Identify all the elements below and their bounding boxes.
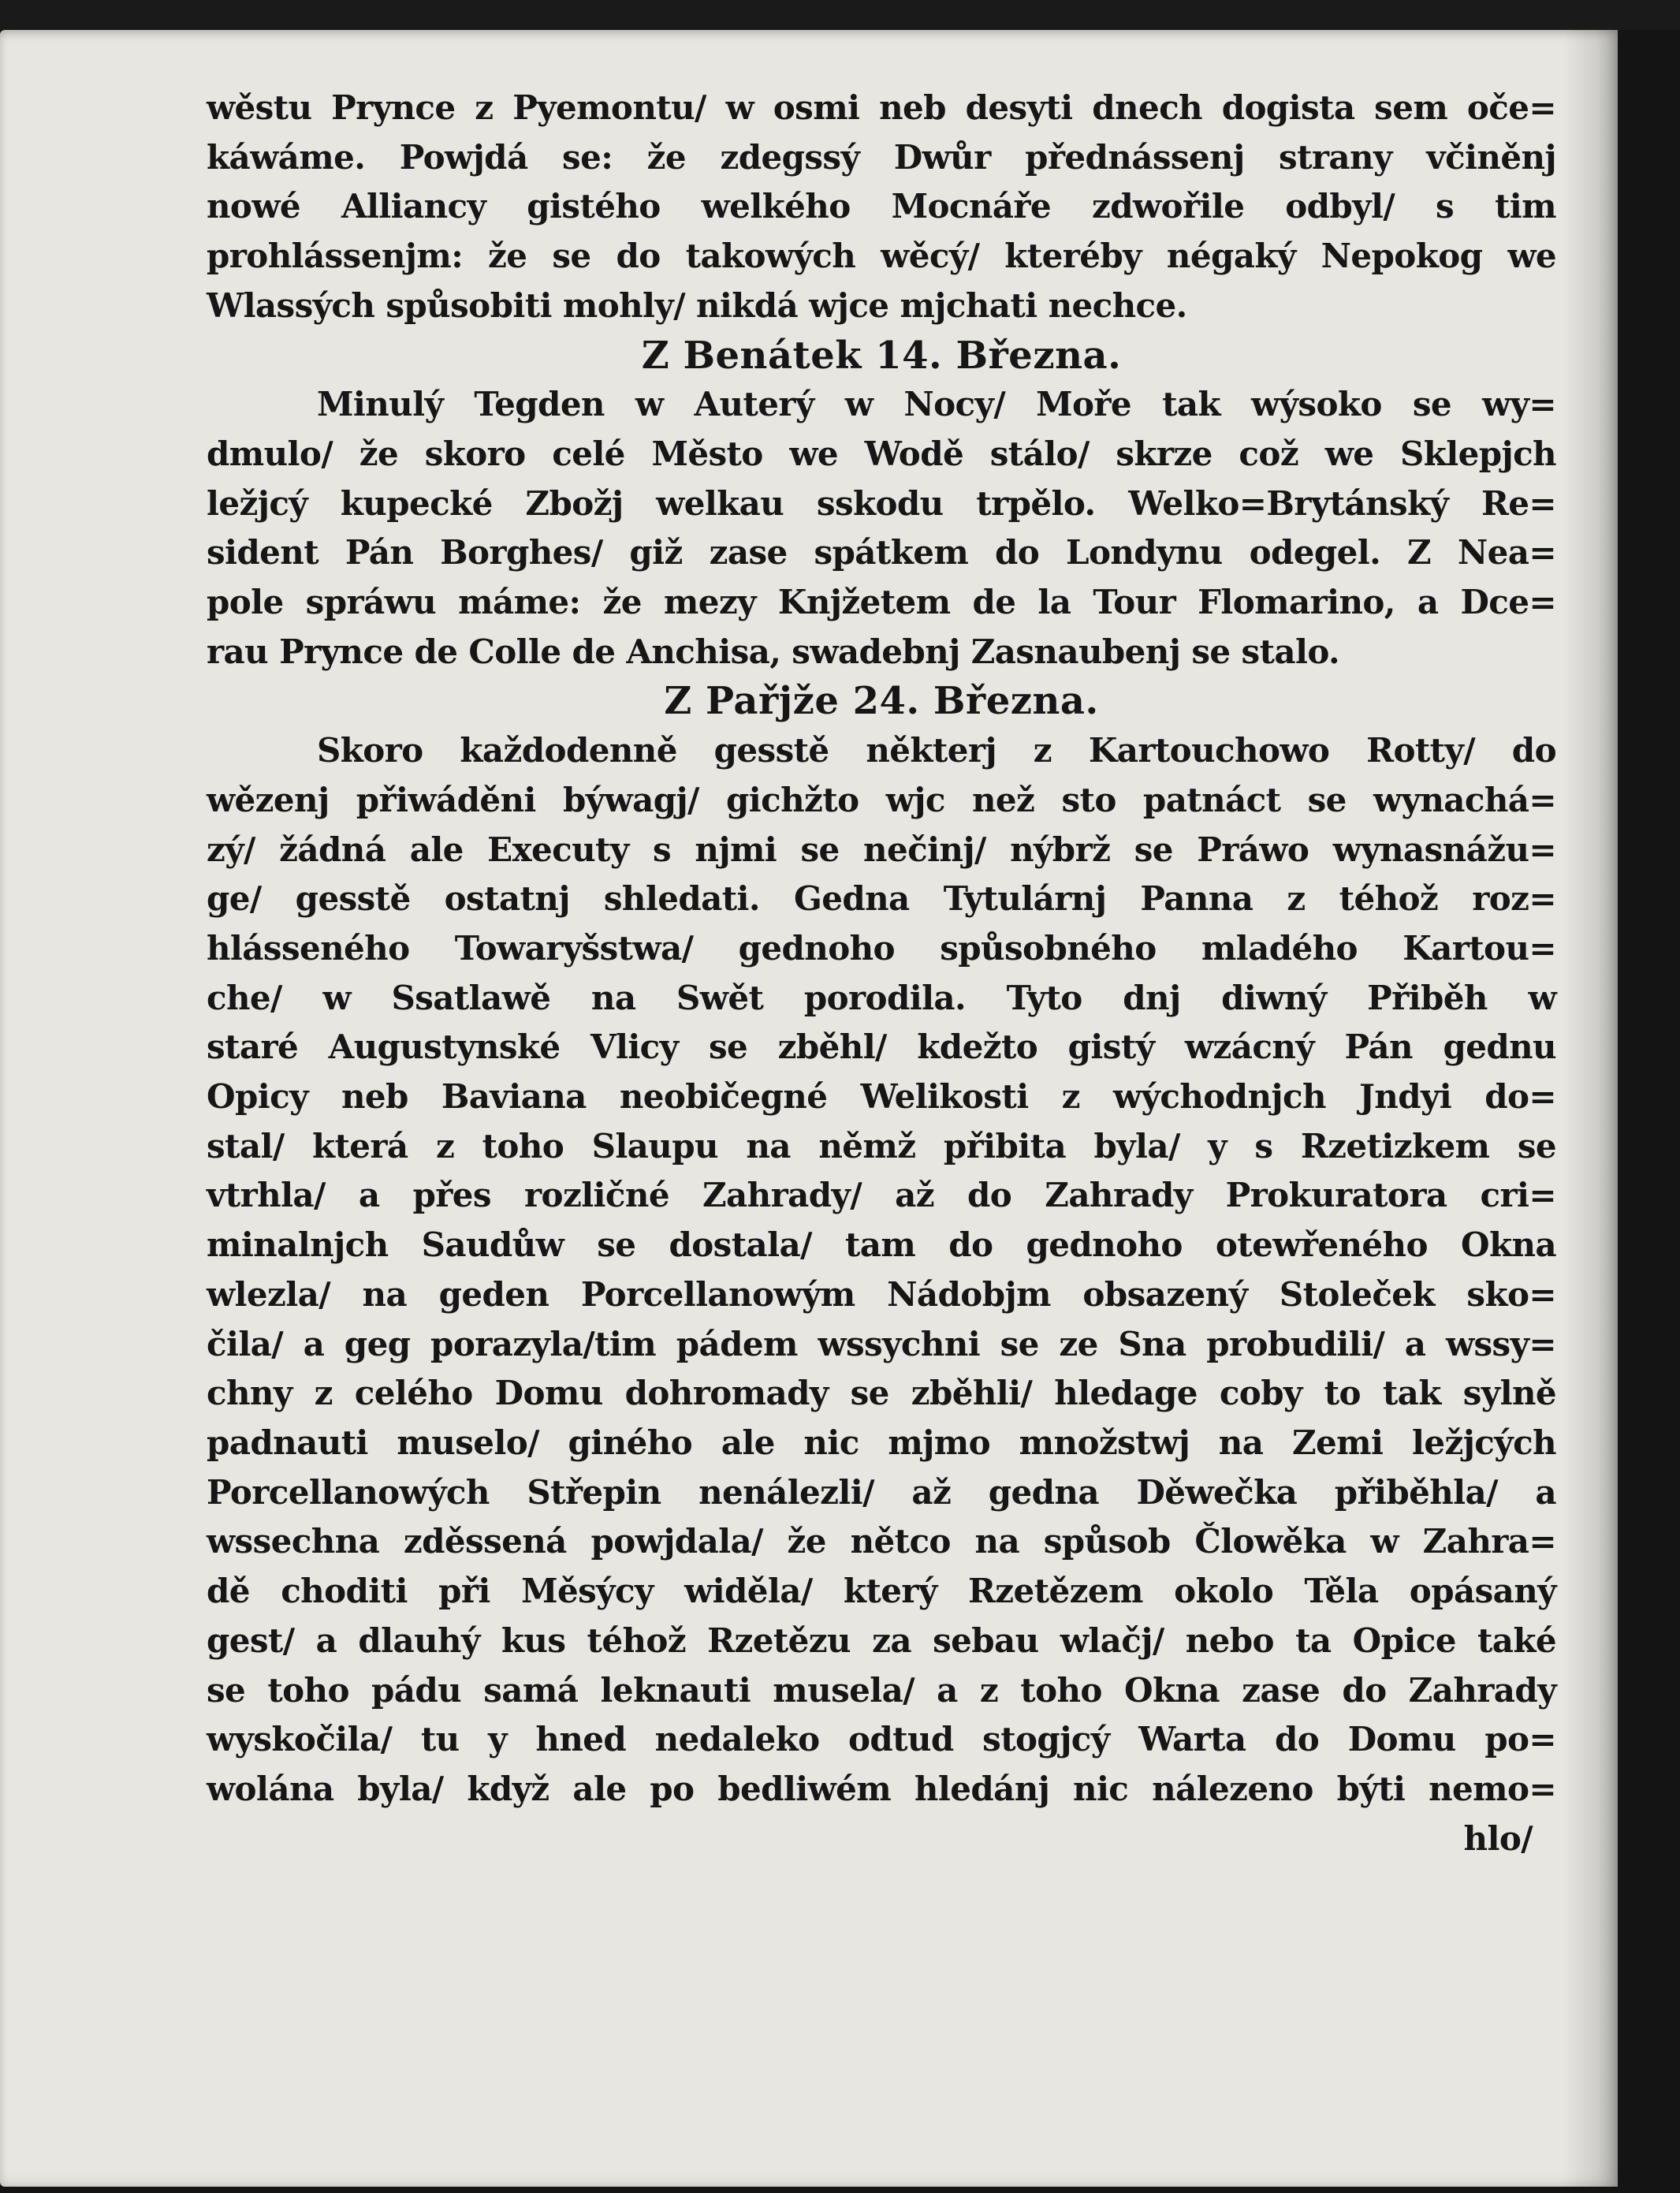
text-line: dě choditi při Měsýcy widěla/ který Rzetězem okolo Těla opásaný xyxy=(207,1572,1556,1611)
text-line: wězenj přiwáděni býwagj/ gichžto wjc než sto patnáct se wynachá= xyxy=(207,780,1556,819)
text-line: pole spráwu máme: že mezy Knjžetem de la Tour Flomarino, a Dce= xyxy=(207,583,1556,622)
text-line: zý/ žádná ale Executy s njmi se nečinj/ nýbrž se Práwo wynasnážu= xyxy=(207,830,1556,869)
paragraph-venice xyxy=(207,380,1556,677)
text-line: Porcellanowých Střepin nenálezli/ až gedna Děwečka přiběhla/ a xyxy=(207,1472,1556,1512)
page-gutter-shadow xyxy=(1563,30,1618,2187)
text-line: hlásseného Towaryšstwa/ gednoho spůsobného mladého Kartou= xyxy=(207,928,1556,968)
text-line: Wlassých spůsobiti mohly/ nikdá wjce mjchati nechce. xyxy=(207,285,1187,325)
text-line: nowé Alliancy gistého welkého Mocnáře zdwořile odbyl/ s tim xyxy=(207,187,1556,226)
text-line: gest/ a dlauhý kus téhož Rzetězu za sebau wlačj/ nebo ta Opice také xyxy=(207,1621,1556,1660)
text-line: se toho pádu samá leknauti musela/ a z toho Okna zase do Zahrady xyxy=(207,1670,1556,1710)
text-line: dmulo/ že skoro celé Město we Wodě stálo/ skrze což we Sklepjch xyxy=(207,434,1556,473)
text-line: sident Pán Borghes/ giž zase spátkem do Londynu odegel. Z Nea= xyxy=(207,533,1556,572)
text-line: che/ w Ssatlawě na Swět porodila. Tyto dnj diwný Přiběh w xyxy=(207,978,1556,1017)
text-line: staré Augustynské Vlicy se zběhl/ kdežto gistý wzácný Pán gednu xyxy=(207,1028,1556,1067)
news-dateline-venice: Z Benátek 14. Března. xyxy=(641,333,1122,378)
page-text xyxy=(207,84,1556,1863)
news-dateline-paris: Z Pařjže 24. Března. xyxy=(664,679,1099,724)
text-line: vtrhla/ a přes rozličné Zahrady/ až do Zahrady Prokuratora cri= xyxy=(207,1176,1556,1215)
text-line: wolána byla/ když ale po bedliwém hledánj nic nálezeno býti nemo= xyxy=(207,1769,1556,1808)
text-line: rau Prynce de Colle de Anchisa, swadebnj Zasnaubenj se stalo. xyxy=(207,632,1340,671)
text-line: stal/ která z toho Slaupu na němž přibita byla/ y s Rzetizkem se xyxy=(207,1126,1556,1165)
paragraph-paris xyxy=(207,726,1556,1814)
catchword: hlo/ xyxy=(1463,1818,1533,1858)
scan-border-top xyxy=(0,0,1680,30)
text-line: minalnjch Saudůw se dostala/ tam do gednoho otewřeného Okna xyxy=(207,1225,1556,1265)
paragraph-continuation xyxy=(207,84,1556,331)
text-line: wlezla/ na geden Porcellanowým Nádobjm obsazený Stoleček sko= xyxy=(207,1274,1556,1314)
text-line: padnauti muselo/ giného ale nic mjmo množstwj na Zemi ležjcých xyxy=(207,1423,1556,1462)
text-line: wyskočila/ tu y hned nedaleko odtud stogjcý Warta do Domu po= xyxy=(207,1720,1556,1759)
text-line: wssechna zděssená powjdala/ že nětco na spůsob Člowěka w Zahra= xyxy=(207,1522,1556,1561)
text-line: wěstu Prynce z Pyemontu/ w osmi neb desyti dnech dogista sem oče= xyxy=(207,88,1556,127)
text-line: káwáme. Powjdá se: že zdegssý Dwůr přednássenj strany včiněnj xyxy=(207,137,1556,177)
text-line: ge/ gesstě ostatnj shledati. Gedna Tytulárnj Panna z téhož roz= xyxy=(207,879,1556,919)
text-line: Skoro každodenně gesstě některj z Kartouchowo Rotty/ do xyxy=(317,731,1556,770)
text-line: Opicy neb Baviana neobičegné Welikosti z wýchodnjch Jndyi do= xyxy=(207,1077,1556,1117)
text-line: čila/ a geg porazyla/tim pádem wssychni se ze Sna probudili/ a wssy= xyxy=(207,1324,1556,1363)
text-line: ležjcý kupecké Zbožj welkau sskodu trpělo. Welko=Brytánský Re= xyxy=(207,483,1556,523)
text-line: Minulý Tegden w Auterý w Nocy/ Moře tak wýsoko se wy= xyxy=(317,385,1556,424)
text-line: chny z celého Domu dohromady se zběhli/ hledage coby to tak sylně xyxy=(207,1374,1556,1413)
text-line: prohlássenjm: že se do takowých wěcý/ kteréby négaký Nepokog we xyxy=(207,237,1556,276)
